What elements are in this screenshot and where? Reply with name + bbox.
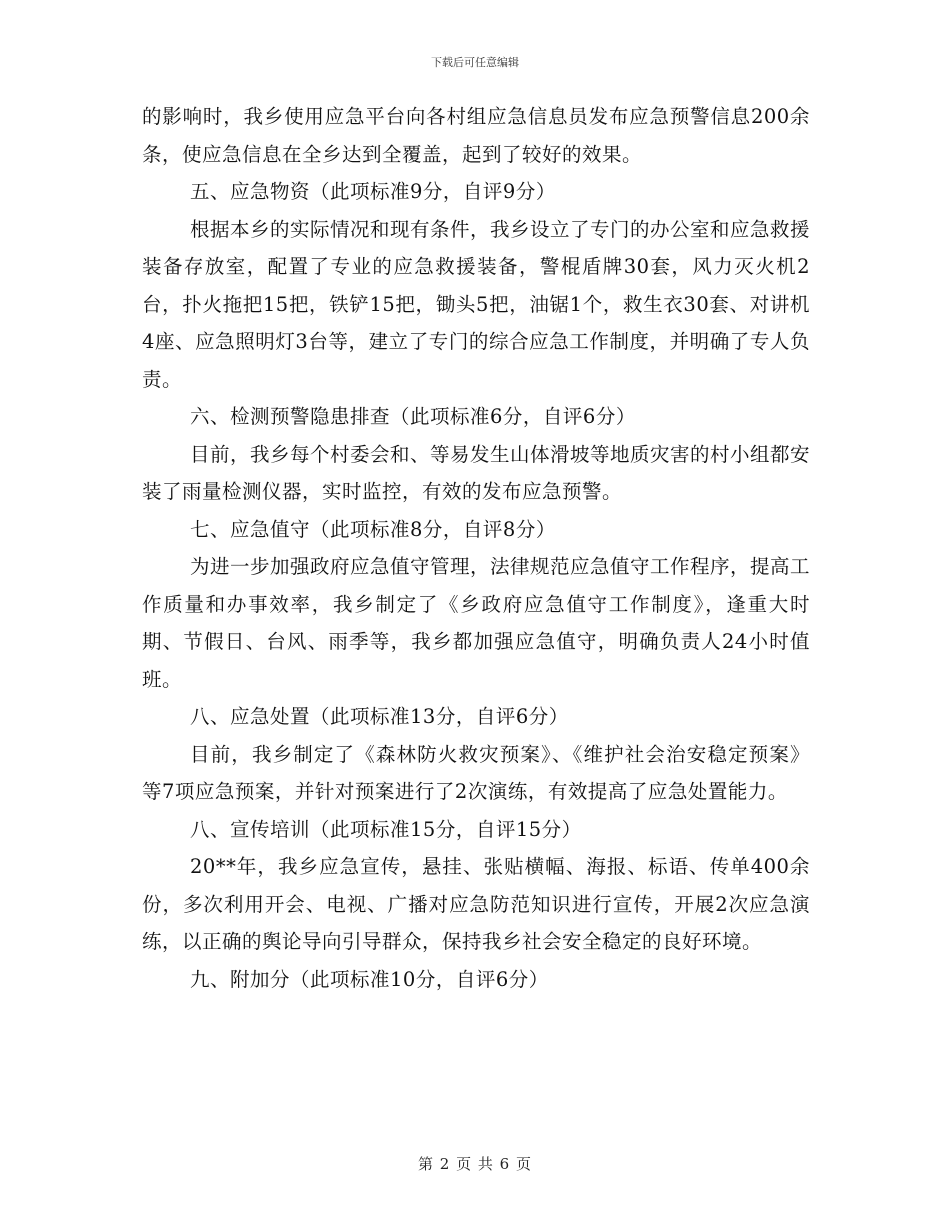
page-header: 下载后可任意编辑 bbox=[431, 56, 519, 69]
paragraph: 目前，我乡制定了《森林防火救灾预案》、《维护社会治安稳定预案》等7项应急预案，并针对预案进行了2次演练，有效提高了应急处置能力。 bbox=[142, 742, 810, 803]
section-heading-materials: 五、应急物资（此项标准9分，自评9分） bbox=[190, 180, 556, 203]
section-heading-handling: 八、应急处置（此项标准13分，自评6分） bbox=[190, 705, 569, 728]
paragraph: 为进一步加强政府应急值守管理，法律规范应急值守工作程序，提高工作质量和办事效率，我乡制定了《乡政府应急值守工作制度》，逢重大时期、节假日、台风、雨季等，我乡都加强应急值守，明确负责人24小时值班。 bbox=[142, 555, 811, 691]
paragraph-continuation: 的影响时，我乡使用应急平台向各村组应急信息员发布应急预警信息200余条，使应急信息在全乡达到全覆盖，起到了较好的效果。 bbox=[142, 105, 810, 166]
document-body bbox=[142, 98, 810, 998]
section-heading-monitoring: 六、检测预警隐患排查（此项标准6分，自评6分） bbox=[190, 405, 636, 428]
section-heading-bonus: 九、附加分（此项标准10分，自评6分） bbox=[190, 967, 549, 991]
paragraph: 根据本乡的实际情况和现有条件，我乡设立了专门的办公室和应急救援装备存放室，配置了专业的应急救援装备，警棍盾牌30套，风力灭火机2台，扑火拖把15把，铁铲15把，锄头5把，油锯1个，救生衣30套、对讲机4座、应急照明灯3台等，建立了专门的综合应急工作制度，并明确了专人负责。 bbox=[142, 217, 811, 391]
section-heading-duty: 七、应急值守（此项标准8分，自评8分） bbox=[190, 517, 556, 541]
page-number: 第 2 页 共 6 页 bbox=[418, 1155, 532, 1173]
paragraph: 目前，我乡每个村委会和、等易发生山体滑坡等地质灾害的村小组都安装了雨量检测仪器，实时监控，有效的发布应急预警。 bbox=[142, 442, 811, 503]
paragraph: 20**年，我乡应急宣传，悬挂、张贴横幅、海报、标语、传单400余份，多次利用开会、电视、广播对应急防范知识进行宣传，开展2次应急演练，以正确的舆论导向引导群众，保持我乡社会安全稳定的良好环境。 bbox=[142, 855, 810, 953]
section-heading-publicity: 八、宣传培训（此项标准15分，自评15分） bbox=[190, 817, 582, 841]
